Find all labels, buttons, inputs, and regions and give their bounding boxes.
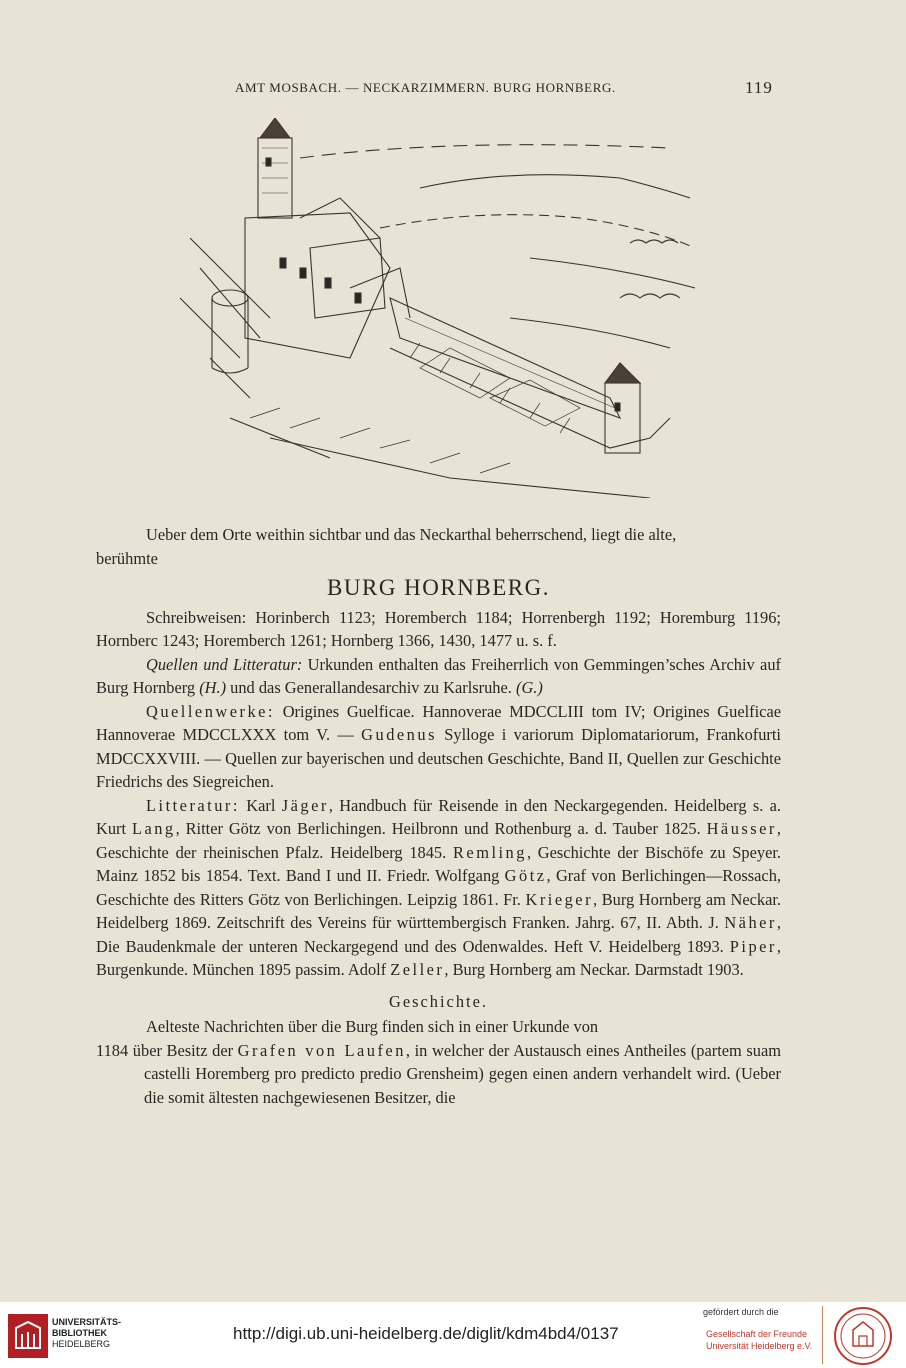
geschichte-heading: Geschichte. xyxy=(389,991,488,1011)
author-piper: Piper xyxy=(729,936,777,956)
quellen-text-a: Urkunden enthalten das Freiherrlich von Gemmingen’sches Archiv auf Burg Hornberg xyxy=(96,654,781,697)
litteratur-text: , Die Baudenkmale der unteren Neckargegend und des Odenwaldes. Heft V. Heidelberg 1893. xyxy=(96,913,781,956)
running-header xyxy=(0,80,906,100)
author-lang: Lang xyxy=(131,819,176,838)
library-line-1: UNIVERSITÄTS- xyxy=(52,1317,122,1327)
library-line-2: BIBLIOTHEK xyxy=(52,1328,107,1338)
quellen-label: Quellen und Litteratur: xyxy=(146,654,303,674)
page-number: 119 xyxy=(745,78,773,97)
schreibweisen-paragraph: Schreibweisen: Horinberch 1123; Horemberch 1184; Horrenbergh 1192; Horemburg 1196; Hornberc 1243; Horemberch 1261; Hornberg 1366, 1430, 1477 u. s. f. xyxy=(96,607,781,650)
litteratur-text: , Ritter Götz von Berlichingen. Heilbronn und Rothenburg a. d. Tauber 1825. xyxy=(175,819,707,838)
society-line-2: Universität Heidelberg e.V. xyxy=(706,1341,813,1351)
quellen-paragraph xyxy=(96,653,781,700)
funded-by-label: gefördert durch die xyxy=(703,1307,779,1317)
source-url-link[interactable]: http://digi.ub.uni-heidelberg.de/diglit/kdm4bd4/0137 xyxy=(233,1324,619,1343)
author-remling: Remling xyxy=(452,842,527,862)
castle-engraving-icon xyxy=(150,118,710,498)
geschichte-year: 1184 xyxy=(96,1040,129,1060)
author-goetz: Götz xyxy=(504,866,547,885)
litteratur-text: , Burgenkunde. München 1895 passim. Adolf xyxy=(96,936,781,979)
quellen-text-b: und das Generallandesarchiv zu Karlsruhe. xyxy=(226,678,516,697)
author-krieger: Krieger xyxy=(525,889,594,909)
author-jaeger: Jäger xyxy=(281,795,329,815)
litteratur-text: , Burg Hornberg am Neckar. Darmstadt 1903. xyxy=(444,960,744,979)
university-library-logo-icon xyxy=(8,1314,48,1358)
page-title: BURG HORNBERG. xyxy=(327,575,550,600)
gudenus-name: Gudenus xyxy=(361,725,437,744)
litteratur-paragraph xyxy=(96,794,781,982)
quellen-mark-h: (H.) xyxy=(199,678,227,697)
litteratur-text: , Handbuch für Reisende in den Neckargegenden. Heidelberg s. a. Kurt xyxy=(96,795,781,838)
author-naeher: Näher xyxy=(724,913,777,932)
author-zeller: Zeller xyxy=(390,960,445,979)
geschichte-text: über Besitz der xyxy=(128,1040,238,1060)
library-line-3: HEIDELBERG xyxy=(52,1339,111,1349)
litteratur-text: , Graf von Berlichingen—Rossach, Geschichte des Ritters Götz von Berlichingen. Leipzig 1861. Fr. xyxy=(96,866,781,909)
quellen-mark-g: (G.) xyxy=(515,678,543,697)
library-name xyxy=(52,1317,121,1350)
footer-divider xyxy=(822,1306,823,1364)
grafen-von-laufen: Grafen von Laufen xyxy=(237,1040,406,1060)
intro-line-2: berühmte xyxy=(96,548,158,568)
litteratur-text: , Geschichte der Bischöfe zu Speyer. Mainz 1852 bis 1854. Text. Band I und II. Friedr. Wolfgang xyxy=(96,842,781,885)
geschichte-text: , in welcher der Austausch eines Antheiles (partem suam castelli Horemberg pro predicto predio Grensheim) gegen einen andern verhandelt wird. (Ueber die somit ältesten nachgewiesenen Besitzer, die xyxy=(144,1040,781,1107)
author-haeusser: Häusser xyxy=(706,819,777,838)
society-name xyxy=(706,1328,812,1352)
litteratur-text: Karl xyxy=(239,795,282,815)
litteratur-label: Litteratur: xyxy=(146,795,240,815)
quellenwerke-paragraph xyxy=(96,700,781,794)
running-title: AMT MOSBACH. — NECKARZIMMERN. BURG HORNBERG. xyxy=(235,80,616,95)
geschichte-line-1: Aelteste Nachrichten über die Burg finden sich in einer Urkunde von xyxy=(146,1017,599,1036)
body-text xyxy=(96,523,781,1109)
geschichte-paragraph xyxy=(96,1039,781,1110)
university-seal-icon xyxy=(833,1306,893,1366)
digitization-footer xyxy=(0,1302,906,1368)
litteratur-text: , Geschichte der rheinischen Pfalz. Heidelberg 1845. xyxy=(96,819,781,862)
litteratur-text: , Burg Hornberg am Neckar. Heidelberg 1869. Zeitschrift des Vereins für württembergisch Franken. Jahrg. 67, II. Abth. J. xyxy=(96,889,781,932)
society-line-1: Gesellschaft der Freunde xyxy=(706,1329,808,1339)
quellenwerke-text-a: Origines Guelficae. Hannoverae MDCCLIII tom IV; Origines Guelficae Hannoverae MDCCLXXX tom V. — xyxy=(96,701,781,744)
intro-line-1: Ueber dem Orte weithin sichtbar und das Neckarthal beherrschend, liegt die alte, xyxy=(146,525,677,544)
quellenwerke-text-b: Sylloge i variorum Diplomatariorum, Frankofurti MDCCXXVIII. — Quellen zur bayerischen und deutschen Geschichte, Band II, Quellen zur Geschichte Friedrichs des Siegreichen. xyxy=(96,725,781,791)
quellenwerke-label: Quellenwerke: xyxy=(146,701,275,721)
